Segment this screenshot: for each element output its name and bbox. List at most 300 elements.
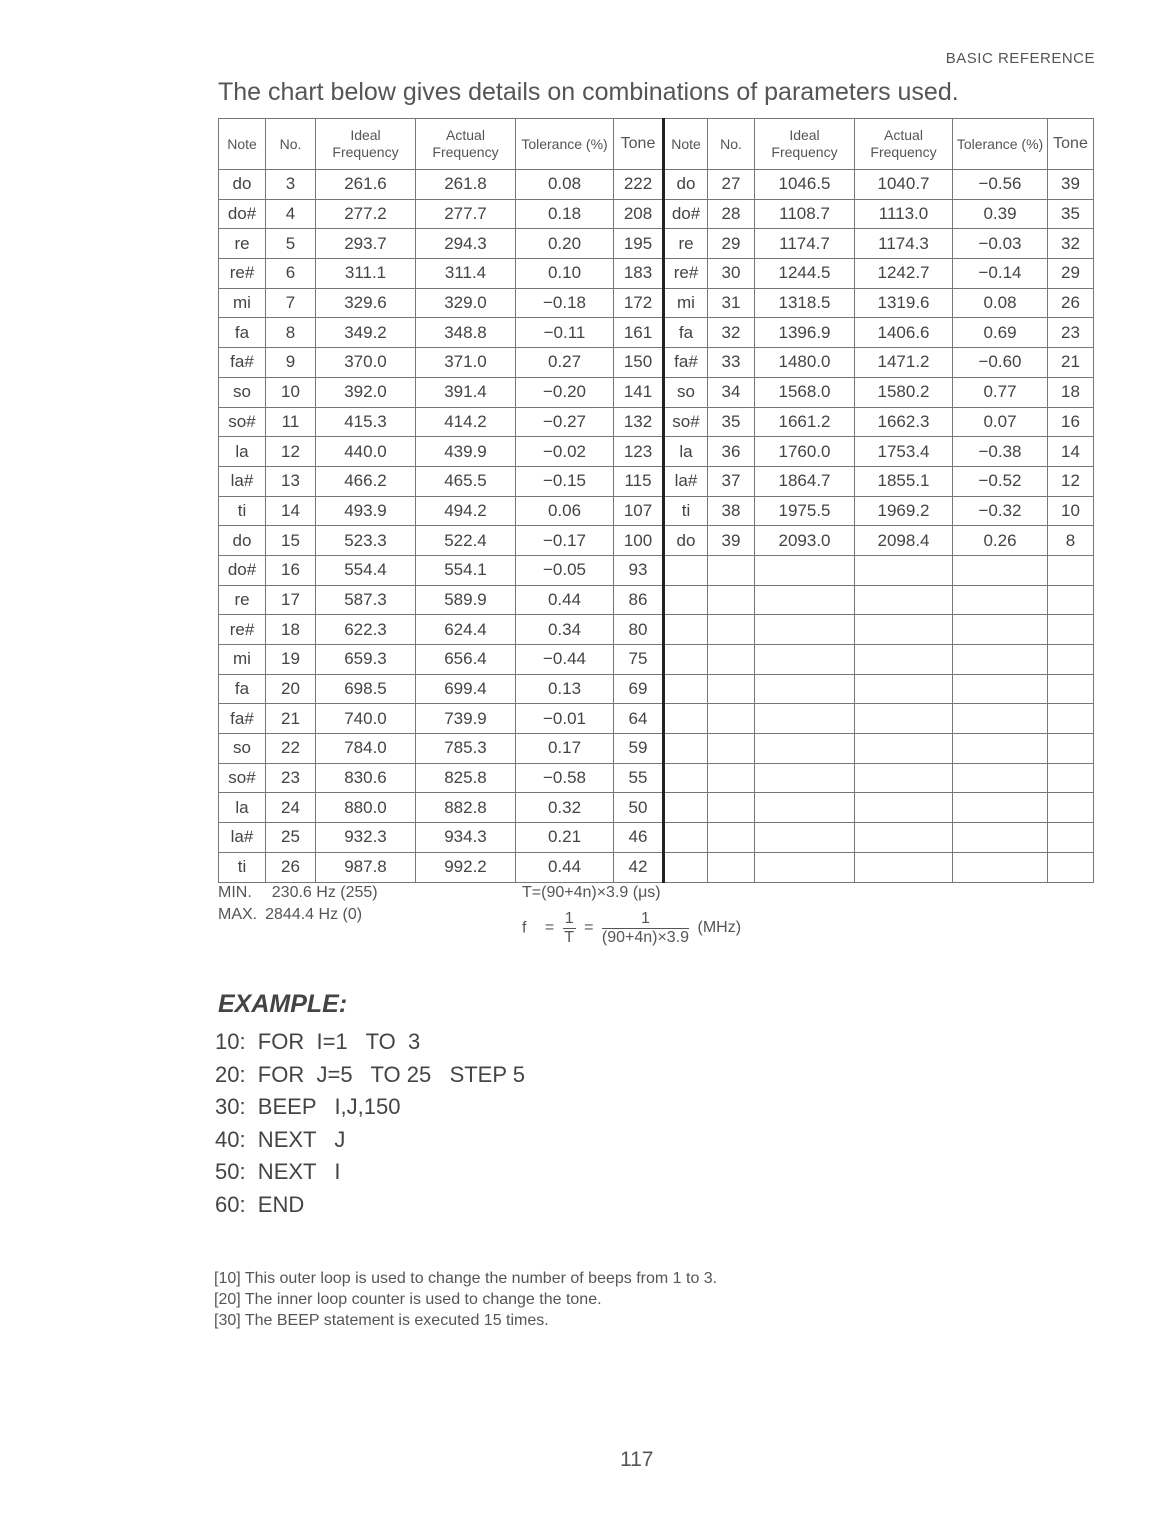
cell-tolerance: −0.15 [516, 466, 614, 496]
table-row [219, 199, 1094, 229]
header-no: No. [708, 119, 755, 170]
cell-actual-frequency: 1174.3 [855, 229, 953, 259]
table-row [219, 348, 1094, 378]
cell-ideal-frequency: 1318.5 [755, 288, 855, 318]
cell-no: 17 [266, 585, 316, 615]
cell-tone: 59 [614, 734, 664, 764]
cell-ideal-frequency [755, 793, 855, 823]
cell-note [664, 645, 708, 675]
cell-no: 21 [266, 704, 316, 734]
cell-tolerance: 0.77 [953, 377, 1048, 407]
cell-actual-frequency: 391.4 [416, 377, 516, 407]
cell-tolerance: 0.07 [953, 407, 1048, 437]
cell-no: 4 [266, 199, 316, 229]
cell-tone: 141 [614, 377, 664, 407]
cell-tone [1048, 763, 1094, 793]
frequency-formula [522, 910, 741, 946]
cell-no: 26 [266, 852, 316, 882]
cell-actual-frequency: 699.4 [416, 674, 516, 704]
cell-actual-frequency: 656.4 [416, 645, 516, 675]
cell-ideal-frequency: 2093.0 [755, 526, 855, 556]
cell-no: 6 [266, 259, 316, 289]
table-row [219, 615, 1094, 645]
footnote: [10] This outer loop is used to change the number of beeps from 1 to 3. [214, 1270, 718, 1287]
cell-tone [1048, 645, 1094, 675]
cell-no: 24 [266, 793, 316, 823]
cell-note: la# [219, 466, 266, 496]
cell-ideal-frequency: 1661.2 [755, 407, 855, 437]
cell-no [708, 734, 755, 764]
table-header-row [219, 119, 1094, 170]
cell-ideal-frequency: 1046.5 [755, 170, 855, 200]
cell-tolerance: 0.21 [516, 823, 614, 853]
cell-note [664, 674, 708, 704]
cell-actual-frequency [855, 823, 953, 853]
limits [218, 882, 378, 925]
cell-no: 15 [266, 526, 316, 556]
cell-tolerance: 0.34 [516, 615, 614, 645]
cell-tone: 150 [614, 348, 664, 378]
cell-actual-frequency [855, 645, 953, 675]
cell-tone: 16 [1048, 407, 1094, 437]
cell-actual-frequency: 494.2 [416, 496, 516, 526]
cell-tone: 86 [614, 585, 664, 615]
cell-tone: 100 [614, 526, 664, 556]
cell-actual-frequency [855, 674, 953, 704]
cell-no [708, 763, 755, 793]
cell-note: so# [219, 763, 266, 793]
table-row [219, 852, 1094, 882]
header-actual-frequency: Actual Frequency [855, 119, 953, 170]
cell-tolerance [953, 823, 1048, 853]
code-line: 10: FOR I=1 TO 3 [215, 1029, 421, 1054]
table-row [219, 466, 1094, 496]
cell-ideal-frequency: 1864.7 [755, 466, 855, 496]
cell-no: 16 [266, 555, 316, 585]
cell-tone [1048, 823, 1094, 853]
cell-tolerance: 0.20 [516, 229, 614, 259]
cell-actual-frequency: 277.7 [416, 199, 516, 229]
cell-actual-frequency [855, 734, 953, 764]
cell-actual-frequency: 624.4 [416, 615, 516, 645]
cell-tone [1048, 674, 1094, 704]
cell-note: fa [219, 318, 266, 348]
max-line [218, 904, 378, 926]
cell-ideal-frequency: 1108.7 [755, 199, 855, 229]
cell-actual-frequency: 294.3 [416, 229, 516, 259]
cell-ideal-frequency: 370.0 [316, 348, 416, 378]
cell-note: so [664, 377, 708, 407]
cell-ideal-frequency: 392.0 [316, 377, 416, 407]
cell-ideal-frequency: 277.2 [316, 199, 416, 229]
table-row [219, 823, 1094, 853]
cell-note: fa [664, 318, 708, 348]
cell-no: 11 [266, 407, 316, 437]
table-body [219, 170, 1094, 883]
cell-tolerance: 0.26 [953, 526, 1048, 556]
cell-no: 30 [708, 259, 755, 289]
cell-tone: 195 [614, 229, 664, 259]
cell-ideal-frequency: 784.0 [316, 734, 416, 764]
header-note: Note [219, 119, 266, 170]
cell-actual-frequency: 1406.6 [855, 318, 953, 348]
table-row [219, 674, 1094, 704]
cell-ideal-frequency: 493.9 [316, 496, 416, 526]
cell-tone: 208 [614, 199, 664, 229]
cell-ideal-frequency [755, 704, 855, 734]
cell-ideal-frequency [755, 823, 855, 853]
cell-actual-frequency: 739.9 [416, 704, 516, 734]
header-ideal-frequency: Ideal Frequency [316, 119, 416, 170]
cell-note: fa# [664, 348, 708, 378]
cell-note [664, 763, 708, 793]
table-row [219, 259, 1094, 289]
frequency-unit: (MHz) [697, 919, 742, 937]
cell-actual-frequency: 439.9 [416, 437, 516, 467]
cell-actual-frequency [855, 704, 953, 734]
cell-tolerance: −0.03 [953, 229, 1048, 259]
cell-ideal-frequency: 466.2 [316, 466, 416, 496]
cell-tolerance [953, 704, 1048, 734]
cell-tolerance: 0.44 [516, 852, 614, 882]
table-row [219, 526, 1094, 556]
cell-note: la# [664, 466, 708, 496]
cell-note [664, 585, 708, 615]
min-line [218, 882, 378, 904]
fraction-numerator: 1 [602, 910, 689, 929]
table-row [219, 318, 1094, 348]
cell-actual-frequency: 1662.3 [855, 407, 953, 437]
cell-tone [1048, 793, 1094, 823]
code-line: 30: BEEP I,J,150 [215, 1094, 401, 1119]
cell-tone: 29 [1048, 259, 1094, 289]
cell-note [664, 704, 708, 734]
cell-tone: 172 [614, 288, 664, 318]
cell-ideal-frequency: 554.4 [316, 555, 416, 585]
cell-tolerance: 0.18 [516, 199, 614, 229]
table-row [219, 704, 1094, 734]
cell-actual-frequency: 882.8 [416, 793, 516, 823]
cell-actual-frequency: 414.2 [416, 407, 516, 437]
cell-tolerance: 0.13 [516, 674, 614, 704]
table-row [219, 555, 1094, 585]
footnote: [20] The inner loop counter is used to change the tone. [214, 1291, 602, 1308]
cell-tone: 32 [1048, 229, 1094, 259]
table-row [219, 229, 1094, 259]
cell-no: 8 [266, 318, 316, 348]
header-note: Note [664, 119, 708, 170]
cell-no: 35 [708, 407, 755, 437]
cell-note: re [664, 229, 708, 259]
cell-no: 34 [708, 377, 755, 407]
max-value: 2844.4 Hz (0) [265, 905, 363, 923]
cell-no: 20 [266, 674, 316, 704]
cell-actual-frequency [855, 793, 953, 823]
cell-actual-frequency: 348.8 [416, 318, 516, 348]
cell-ideal-frequency: 440.0 [316, 437, 416, 467]
cell-actual-frequency: 785.3 [416, 734, 516, 764]
cell-no: 25 [266, 823, 316, 853]
cell-tolerance [953, 674, 1048, 704]
cell-ideal-frequency: 329.6 [316, 288, 416, 318]
table-row [219, 437, 1094, 467]
cell-ideal-frequency: 932.3 [316, 823, 416, 853]
cell-note: la [219, 437, 266, 467]
cell-actual-frequency: 1113.0 [855, 199, 953, 229]
cell-no [708, 615, 755, 645]
page-header: BASIC REFERENCE [945, 50, 1095, 67]
cell-tolerance: 0.32 [516, 793, 614, 823]
cell-note: mi [664, 288, 708, 318]
cell-tone: 115 [614, 466, 664, 496]
cell-tolerance: 0.06 [516, 496, 614, 526]
cell-tone: 18 [1048, 377, 1094, 407]
cell-tolerance: −0.18 [516, 288, 614, 318]
cell-note [664, 823, 708, 853]
cell-note: so# [664, 407, 708, 437]
cell-note: re [219, 229, 266, 259]
cell-note: ti [219, 496, 266, 526]
cell-actual-frequency [855, 615, 953, 645]
cell-tone: 69 [614, 674, 664, 704]
cell-note: do# [219, 555, 266, 585]
cell-no: 27 [708, 170, 755, 200]
cell-tone [1048, 852, 1094, 882]
cell-actual-frequency: 1753.4 [855, 437, 953, 467]
cell-tone: 222 [614, 170, 664, 200]
cell-tolerance [953, 734, 1048, 764]
cell-tolerance: −0.02 [516, 437, 614, 467]
cell-tolerance: −0.11 [516, 318, 614, 348]
cell-no [708, 555, 755, 585]
code-line: 40: NEXT J [215, 1126, 346, 1152]
cell-note [664, 555, 708, 585]
cell-ideal-frequency: 987.8 [316, 852, 416, 882]
cell-tolerance [953, 852, 1048, 882]
cell-no: 28 [708, 199, 755, 229]
cell-tone: 132 [614, 407, 664, 437]
cell-no: 23 [266, 763, 316, 793]
cell-ideal-frequency: 659.3 [316, 645, 416, 675]
header-tone: Tone [614, 119, 664, 170]
cell-tone: 123 [614, 437, 664, 467]
cell-tolerance: −0.01 [516, 704, 614, 734]
table-row [219, 407, 1094, 437]
cell-note [664, 615, 708, 645]
cell-tolerance: −0.20 [516, 377, 614, 407]
cell-tolerance: −0.27 [516, 407, 614, 437]
cell-note [664, 734, 708, 764]
cell-tone: 107 [614, 496, 664, 526]
cell-ideal-frequency [755, 674, 855, 704]
cell-tolerance: 0.39 [953, 199, 1048, 229]
cell-actual-frequency: 992.2 [416, 852, 516, 882]
cell-actual-frequency: 934.3 [416, 823, 516, 853]
cell-ideal-frequency: 740.0 [316, 704, 416, 734]
cell-tone [1048, 704, 1094, 734]
cell-note: re# [219, 259, 266, 289]
fraction-denominator: (90+4n)×3.9 [601, 928, 690, 946]
period-formula: T=(90+4n)×3.9 (μs) [522, 884, 661, 901]
cell-ideal-frequency [755, 852, 855, 882]
cell-ideal-frequency [755, 645, 855, 675]
cell-tolerance: 0.69 [953, 318, 1048, 348]
cell-tone: 93 [614, 555, 664, 585]
cell-actual-frequency: 371.0 [416, 348, 516, 378]
cell-no: 3 [266, 170, 316, 200]
cell-tolerance: 0.17 [516, 734, 614, 764]
cell-actual-frequency: 329.0 [416, 288, 516, 318]
cell-ideal-frequency: 1396.9 [755, 318, 855, 348]
cell-note: mi [219, 288, 266, 318]
cell-ideal-frequency: 830.6 [316, 763, 416, 793]
table-row [219, 734, 1094, 764]
cell-actual-frequency [855, 852, 953, 882]
cell-tone: 26 [1048, 288, 1094, 318]
cell-tone: 50 [614, 793, 664, 823]
cell-no: 29 [708, 229, 755, 259]
cell-actual-frequency [855, 763, 953, 793]
cell-tone: 42 [614, 852, 664, 882]
header-no: No. [266, 119, 316, 170]
cell-actual-frequency: 2098.4 [855, 526, 953, 556]
cell-tone: 55 [614, 763, 664, 793]
cell-tone: 8 [1048, 526, 1094, 556]
cell-note: re# [219, 615, 266, 645]
cell-ideal-frequency: 698.5 [316, 674, 416, 704]
header-tolerance: Tolerance (%) [953, 119, 1048, 170]
cell-no: 7 [266, 288, 316, 318]
cell-actual-frequency: 311.4 [416, 259, 516, 289]
header-tone: Tone [1048, 119, 1094, 170]
cell-actual-frequency: 554.1 [416, 555, 516, 585]
cell-no: 19 [266, 645, 316, 675]
table-row [219, 763, 1094, 793]
cell-actual-frequency [855, 585, 953, 615]
intro-text: The chart below gives details on combinations of parameters used. [218, 78, 959, 106]
cell-tolerance: −0.14 [953, 259, 1048, 289]
cell-tolerance: 0.44 [516, 585, 614, 615]
cell-note: la# [219, 823, 266, 853]
cell-no [708, 704, 755, 734]
fraction-numerator: 1 [564, 910, 574, 927]
header-actual-frequency: Actual Frequency [416, 119, 516, 170]
cell-tolerance: −0.58 [516, 763, 614, 793]
max-label: MAX. [218, 905, 258, 923]
cell-tone: 46 [614, 823, 664, 853]
cell-note: do# [219, 199, 266, 229]
cell-ideal-frequency [755, 734, 855, 764]
cell-actual-frequency: 1855.1 [855, 466, 953, 496]
cell-note: fa# [219, 704, 266, 734]
cell-tolerance [953, 555, 1048, 585]
equals-sign: = [584, 919, 594, 937]
cell-no [708, 645, 755, 675]
cell-note [664, 852, 708, 882]
cell-note: do [219, 170, 266, 200]
cell-tolerance: −0.44 [516, 645, 614, 675]
cell-note: fa# [219, 348, 266, 378]
cell-note: mi [219, 645, 266, 675]
cell-actual-frequency: 589.9 [416, 585, 516, 615]
cell-note: do [664, 170, 708, 200]
cell-tolerance: −0.05 [516, 555, 614, 585]
example-title: EXAMPLE: [218, 990, 348, 1018]
cell-tolerance: −0.17 [516, 526, 614, 556]
cell-tone: 39 [1048, 170, 1094, 200]
cell-ideal-frequency: 1480.0 [755, 348, 855, 378]
cell-actual-frequency: 1040.7 [855, 170, 953, 200]
cell-tone: 35 [1048, 199, 1094, 229]
example-code [215, 1026, 525, 1221]
cell-ideal-frequency [755, 615, 855, 645]
cell-tolerance: −0.56 [953, 170, 1048, 200]
footnotes [214, 1268, 717, 1331]
cell-ideal-frequency [755, 555, 855, 585]
cell-tone: 21 [1048, 348, 1094, 378]
page-number: 117 [620, 1448, 654, 1471]
cell-note: fa [219, 674, 266, 704]
cell-tolerance [953, 585, 1048, 615]
cell-no [708, 674, 755, 704]
cell-no [708, 852, 755, 882]
cell-no: 38 [708, 496, 755, 526]
cell-tone: 12 [1048, 466, 1094, 496]
cell-note: do [219, 526, 266, 556]
cell-ideal-frequency: 880.0 [316, 793, 416, 823]
cell-tolerance: 0.10 [516, 259, 614, 289]
cell-no: 13 [266, 466, 316, 496]
cell-note: do# [664, 199, 708, 229]
cell-no [708, 793, 755, 823]
cell-ideal-frequency: 1975.5 [755, 496, 855, 526]
cell-note: re [219, 585, 266, 615]
frequency-table [218, 118, 1094, 883]
fraction-denominator-t: T [564, 928, 575, 946]
cell-ideal-frequency: 622.3 [316, 615, 416, 645]
cell-tolerance: −0.60 [953, 348, 1048, 378]
cell-no: 12 [266, 437, 316, 467]
cell-no: 9 [266, 348, 316, 378]
cell-no: 32 [708, 318, 755, 348]
header-ideal-frequency: Ideal Frequency [755, 119, 855, 170]
cell-no: 31 [708, 288, 755, 318]
cell-tone: 161 [614, 318, 664, 348]
cell-tolerance [953, 793, 1048, 823]
cell-note: so [219, 377, 266, 407]
f-symbol: f [522, 919, 527, 937]
table-row [219, 170, 1094, 200]
header-tolerance: Tolerance (%) [516, 119, 614, 170]
cell-no [708, 823, 755, 853]
code-line: 50: NEXT I [215, 1159, 341, 1184]
cell-note: ti [664, 496, 708, 526]
cell-actual-frequency: 522.4 [416, 526, 516, 556]
cell-no: 10 [266, 377, 316, 407]
cell-tone: 64 [614, 704, 664, 734]
equals-sign: = [544, 919, 555, 937]
cell-tolerance [953, 645, 1048, 675]
cell-note: ti [219, 852, 266, 882]
cell-actual-frequency: 465.5 [416, 466, 516, 496]
table-row [219, 288, 1094, 318]
cell-no: 33 [708, 348, 755, 378]
fraction-expression [602, 910, 689, 946]
cell-no: 14 [266, 496, 316, 526]
cell-ideal-frequency: 587.3 [316, 585, 416, 615]
cell-ideal-frequency: 1174.7 [755, 229, 855, 259]
cell-note: la [664, 437, 708, 467]
